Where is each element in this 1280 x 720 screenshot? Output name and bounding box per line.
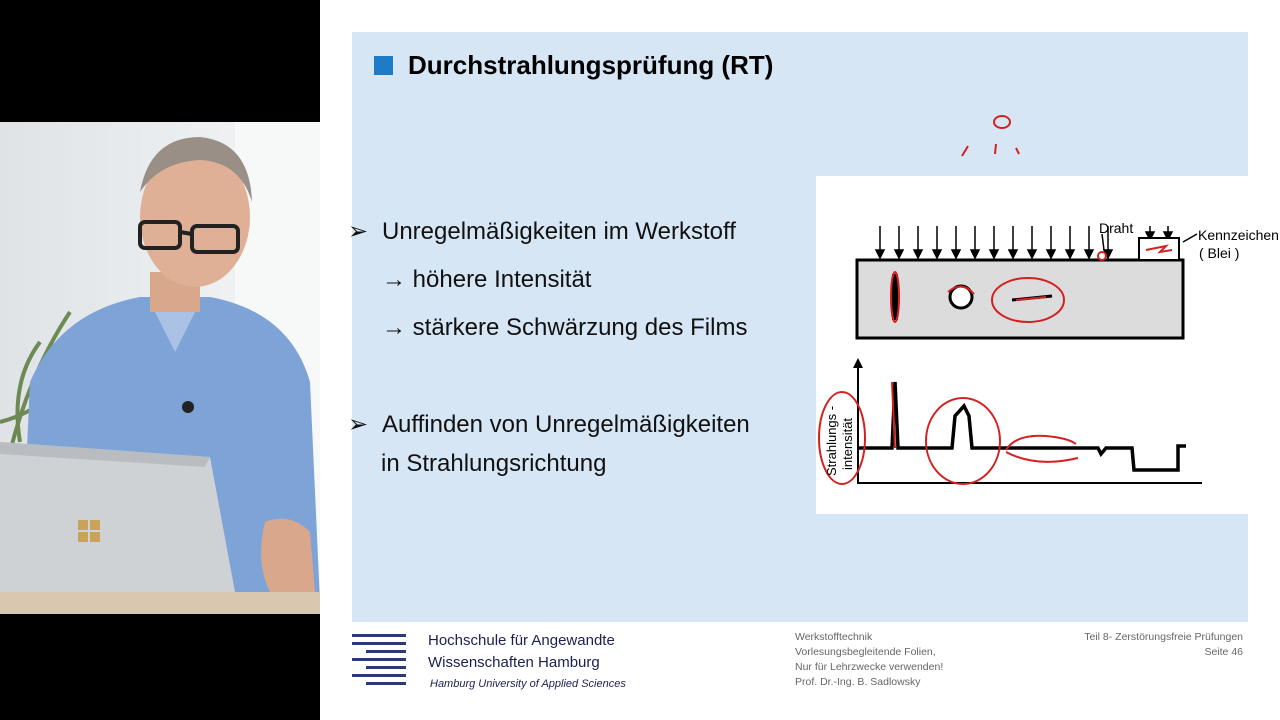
label-blei: ( Blei ) (1199, 245, 1240, 261)
sub-item-2 (382, 314, 747, 342)
webcam-video (0, 122, 320, 614)
bullet-item-1 (348, 217, 736, 246)
bullet-item-2-continued (381, 450, 606, 478)
bullet-arrow-icon: ➢ (348, 218, 369, 245)
y-axis-label-1: Strahlungs - (824, 405, 839, 476)
intensity-curve (858, 382, 1186, 470)
course-line-2: Vorlesungsbegleitende Folien, (795, 646, 936, 658)
y-axis-label-2: intensität (840, 417, 855, 470)
university-name-line-2: Wissenschaften Hamburg (428, 654, 600, 671)
bullet-arrow-icon: ➢ (348, 411, 369, 438)
chapter-info (1084, 630, 1243, 660)
title-bullet-square-icon (374, 56, 393, 75)
wire-marker (1098, 252, 1106, 260)
course-line-3: Nur für Lehrzwecke verwenden! (795, 661, 944, 673)
sub-text-2: stärkere Schwärzung des Films (412, 314, 748, 341)
right-arrow-icon: → (382, 266, 406, 293)
page-number: Seite 46 (1204, 646, 1243, 658)
presenter-illustration (0, 122, 320, 614)
bullet-text-3: in Strahlungsrichtung (381, 450, 607, 477)
bullet-text-2: Auffinden von Unregelmäßigkeiten (382, 411, 750, 438)
bullet-text-1: Unregelmäßigkeiten im Werkstoff (382, 218, 736, 245)
university-name-line-1: Hochschule für Angewandte (428, 632, 615, 649)
right-arrow-icon: → (382, 314, 406, 341)
university-name-english: Hamburg University of Applied Sciences (430, 678, 626, 690)
course-info (795, 630, 943, 690)
title-row (374, 50, 773, 81)
lead-marker-box (1139, 238, 1179, 260)
webcam-pane (0, 0, 320, 720)
course-line-4: Prof. Dr.-Ing. B. Sadlowsky (795, 676, 921, 688)
slide (320, 0, 1280, 720)
bullet-item-2 (348, 410, 750, 439)
annotation-marks-top (952, 110, 1032, 160)
course-line-1: Werkstofftechnik (795, 631, 873, 643)
radiography-figure (816, 176, 1279, 514)
slide-title: Durchstrahlungsprüfung (RT) (408, 50, 774, 80)
sub-item-1 (382, 266, 591, 294)
slide-content-panel (348, 32, 1279, 622)
sub-text-1: höhere Intensität (412, 266, 592, 293)
label-draht: Draht (1099, 220, 1134, 236)
label-kennzeichen: Kennzeichen (1198, 227, 1279, 243)
chapter-title: Teil 8- Zerstörungsfreie Prüfungen (1084, 631, 1243, 643)
radiography-diagram (816, 176, 1279, 514)
